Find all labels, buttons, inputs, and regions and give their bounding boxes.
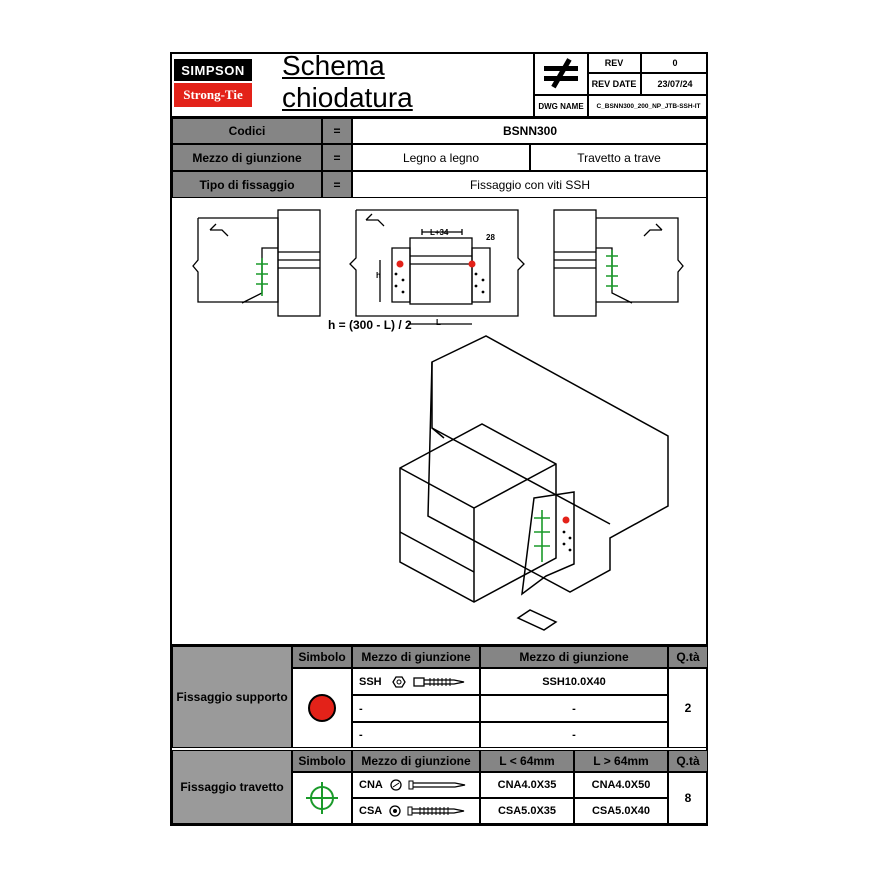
cna-lt: CNA4.0X35 (480, 772, 574, 798)
col-mezzo: Mezzo di giunzione (480, 646, 668, 668)
spec-label-codici: Codici (172, 118, 322, 144)
strongtie-logo: Strong-Tie (174, 83, 252, 107)
symbol-cell (292, 772, 352, 824)
dwg-name-value: C_BSNN300_200_NP_JTB-SSH-IT (596, 102, 701, 110)
dim-l: L (436, 318, 441, 327)
crosshair-icon (302, 778, 342, 818)
spec-label-mezzo: Mezzo di giunzione (172, 144, 322, 171)
dim-l34: L+34 (430, 228, 449, 237)
cna-gt: CNA4.0X50 (574, 772, 668, 798)
fastener-value: - (480, 722, 668, 748)
right-side-view (554, 210, 683, 316)
dim-h: h (376, 271, 381, 280)
fastener-code: CSA (359, 805, 383, 817)
spec-eq: = (322, 171, 352, 198)
qta-value: 8 (668, 772, 708, 824)
rev-date-label: REV DATE (591, 79, 637, 89)
left-side-view (193, 210, 320, 316)
nail-icon (389, 778, 473, 792)
fastener-row (352, 798, 480, 824)
rev-value: 0 (672, 57, 678, 68)
simpson-logo: SIMPSON (174, 59, 252, 81)
dwg-name-label: DWG NAME (538, 101, 584, 111)
fastener-code: SSH (359, 675, 382, 688)
fastener-value: - (480, 695, 668, 722)
qta-value: 2 (668, 668, 708, 748)
section-supporto: Fissaggio supporto (172, 646, 292, 748)
fastener-code: CNA (359, 779, 383, 791)
col-mezzo: Mezzo di giunzione (352, 646, 480, 668)
spec-eq: = (322, 118, 352, 144)
screw-icon (388, 804, 472, 818)
page-title: Schema chiodatura (282, 50, 413, 113)
fastener-code: - (352, 722, 480, 748)
green-nails (256, 250, 618, 562)
spec-value-codici: BSNN300 (352, 118, 708, 144)
section-travetto: Fissaggio travetto (172, 750, 292, 824)
screw-icon (390, 675, 470, 689)
spec-value-travetto: Travetto a trave (530, 144, 708, 171)
symbol-cell (292, 668, 352, 748)
spec-value-legno: Legno a legno (352, 144, 530, 171)
fastener-value: SSH10.0X40 (480, 668, 668, 695)
csa-gt: CSA5.0X40 (574, 798, 668, 824)
col-qta: Q.tà (668, 646, 708, 668)
not-equal-icon (540, 55, 582, 91)
fastener-row (352, 772, 480, 798)
rev-label: REV (604, 57, 624, 68)
col-l-gt: L > 64mm (574, 750, 668, 772)
rev-date-value: 23/07/24 (657, 79, 693, 89)
col-l-lt: L < 64mm (480, 750, 574, 772)
col-qta: Q.tà (668, 750, 708, 772)
plate-holes (395, 273, 572, 552)
spec-eq: = (322, 144, 352, 171)
red-screws (397, 261, 570, 524)
col-simbolo: Simbolo (292, 750, 352, 772)
col-mezzo: Mezzo di giunzione (352, 750, 480, 772)
red-circle-icon (306, 692, 338, 724)
spec-value-tipo: Fissaggio con viti SSH (352, 171, 708, 198)
isometric-view (400, 336, 668, 630)
csa-lt: CSA5.0X35 (480, 798, 574, 824)
fastener-row (352, 668, 480, 695)
spec-label-tipo: Tipo di fissaggio (172, 171, 322, 198)
dim-28: 28 (486, 233, 495, 242)
fastener-code: - (352, 695, 480, 722)
col-simbolo: Simbolo (292, 646, 352, 668)
formula: h = (300 - L) / 2 (328, 318, 412, 332)
technical-drawing (170, 198, 708, 644)
